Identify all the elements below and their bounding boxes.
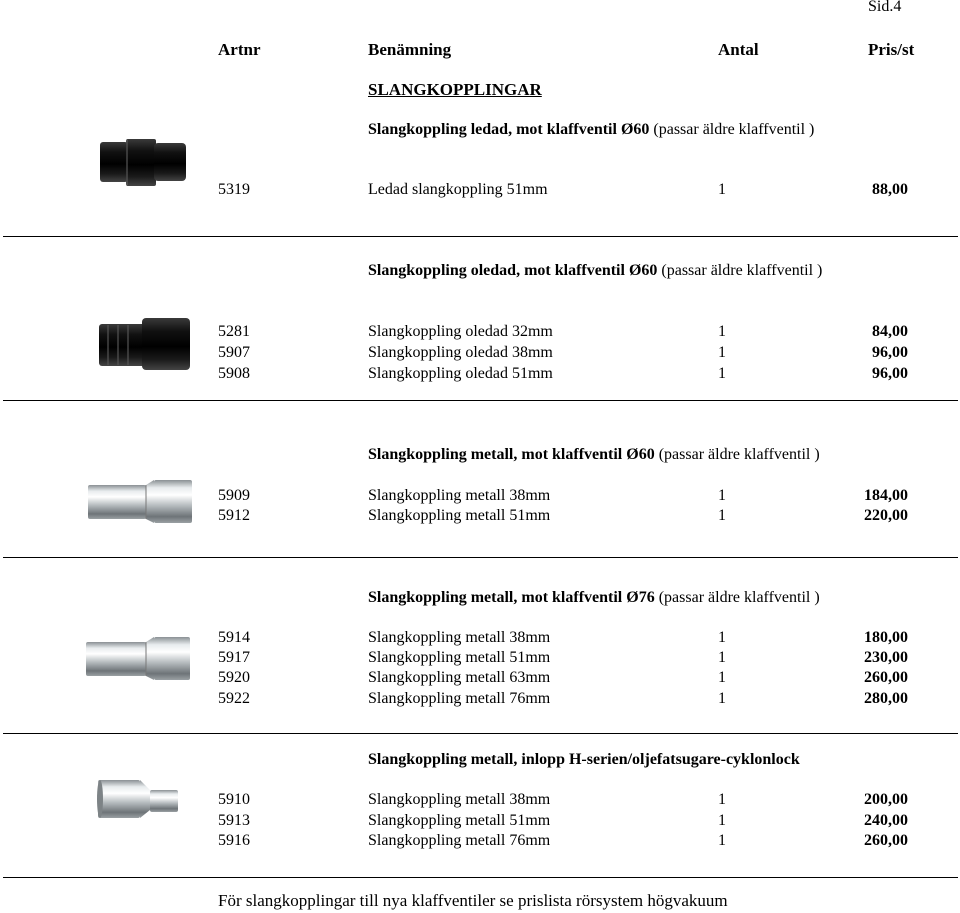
article-number: 5913 — [218, 812, 250, 829]
table-row — [0, 791, 960, 811]
product-name: Slangkoppling metall 63mm — [368, 669, 551, 686]
product-name: Slangkoppling oledad 38mm — [368, 344, 553, 361]
price: 184,00 — [864, 487, 908, 504]
table-row — [0, 812, 960, 832]
table-row — [0, 669, 960, 689]
quantity: 1 — [718, 629, 726, 646]
price: 230,00 — [864, 649, 908, 666]
section-title-note: (passar äldre klaffventil ) — [649, 121, 815, 138]
quantity: 1 — [718, 791, 726, 808]
quantity: 1 — [718, 344, 726, 361]
article-number: 5281 — [218, 323, 250, 340]
article-number: 5914 — [218, 629, 250, 646]
section-title — [368, 121, 814, 139]
section-title-bold: Slangkoppling ledad, mot klaffventil Ø60 — [368, 121, 650, 138]
product-name: Ledad slangkoppling 51mm — [368, 181, 548, 198]
column-header-antal: Antal — [718, 40, 759, 59]
quantity: 1 — [718, 323, 726, 340]
quantity: 1 — [718, 649, 726, 666]
quantity: 1 — [718, 365, 726, 382]
price: 96,00 — [872, 344, 908, 361]
quantity: 1 — [718, 812, 726, 829]
section-title — [368, 589, 820, 607]
price: 84,00 — [872, 323, 908, 340]
section-title — [368, 262, 822, 280]
section-divider — [3, 400, 958, 401]
section-title-bold: Slangkoppling metall, inlopp H-serien/oljefatsugare-cyklonlock — [368, 751, 800, 768]
article-number: 5912 — [218, 507, 250, 524]
product-name: Slangkoppling metall 76mm — [368, 690, 551, 707]
price: 260,00 — [864, 832, 908, 849]
quantity: 1 — [718, 181, 726, 198]
article-number: 5916 — [218, 832, 250, 849]
article-number: 5922 — [218, 690, 250, 707]
section-title-note: (passar äldre klaffventil ) — [657, 262, 823, 279]
article-number: 5319 — [218, 181, 250, 198]
section-title-bold: Slangkoppling oledad, mot klaffventil Ø60 — [368, 262, 658, 279]
table-row — [0, 649, 960, 669]
product-name: Slangkoppling metall 38mm — [368, 629, 551, 646]
column-header-benamning: Benämning — [368, 40, 452, 59]
price: 88,00 — [872, 181, 908, 198]
section-divider — [3, 557, 958, 558]
quantity: 1 — [718, 507, 726, 524]
section-divider — [3, 236, 958, 237]
article-number: 5907 — [218, 344, 250, 361]
table-row — [0, 323, 960, 343]
product-name: Slangkoppling metall 51mm — [368, 507, 551, 524]
section-title-bold: Slangkoppling metall, mot klaffventil Ø60 — [368, 446, 655, 463]
product-name: Slangkoppling metall 51mm — [368, 649, 551, 666]
section-title — [368, 751, 800, 769]
footer-note: För slangkopplingar till nya klaffventiler se prislista rörsystem högvakuum — [218, 891, 728, 910]
section-title-bold: Slangkoppling metall, mot klaffventil Ø76 — [368, 589, 655, 606]
quantity: 1 — [718, 487, 726, 504]
quantity: 1 — [718, 690, 726, 707]
table-row — [0, 487, 960, 507]
price: 260,00 — [864, 669, 908, 686]
price: 180,00 — [864, 629, 908, 646]
table-row — [0, 344, 960, 364]
price: 96,00 — [872, 365, 908, 382]
article-number: 5908 — [218, 365, 250, 382]
article-number: 5909 — [218, 487, 250, 504]
product-name: Slangkoppling oledad 32mm — [368, 323, 553, 340]
section-title — [368, 446, 820, 464]
product-name: Slangkoppling metall 51mm — [368, 812, 551, 829]
column-header-artnr: Artnr — [218, 40, 261, 59]
table-row — [0, 832, 960, 852]
section-divider — [3, 877, 958, 878]
table-row — [0, 507, 960, 527]
quantity: 1 — [718, 832, 726, 849]
section-title-note: (passar äldre klaffventil ) — [654, 589, 820, 606]
table-row — [0, 365, 960, 385]
product-name: Slangkoppling metall 38mm — [368, 791, 551, 808]
page-number: Sid.4 — [868, 0, 902, 15]
price: 220,00 — [864, 507, 908, 524]
section-title-note: (passar äldre klaffventil ) — [654, 446, 820, 463]
price: 240,00 — [864, 812, 908, 829]
table-row — [0, 629, 960, 649]
quantity: 1 — [718, 669, 726, 686]
product-name: Slangkoppling metall 38mm — [368, 487, 551, 504]
table-row — [0, 690, 960, 710]
article-number: 5920 — [218, 669, 250, 686]
section-divider — [3, 733, 958, 734]
article-number: 5910 — [218, 791, 250, 808]
column-header-pris: Pris/st — [868, 40, 915, 59]
category-heading: SLANGKOPPLINGAR — [368, 80, 542, 99]
article-number: 5917 — [218, 649, 250, 666]
table-row — [0, 181, 960, 201]
product-name: Slangkoppling oledad 51mm — [368, 365, 553, 382]
price: 200,00 — [864, 791, 908, 808]
price: 280,00 — [864, 690, 908, 707]
product-name: Slangkoppling metall 76mm — [368, 832, 551, 849]
